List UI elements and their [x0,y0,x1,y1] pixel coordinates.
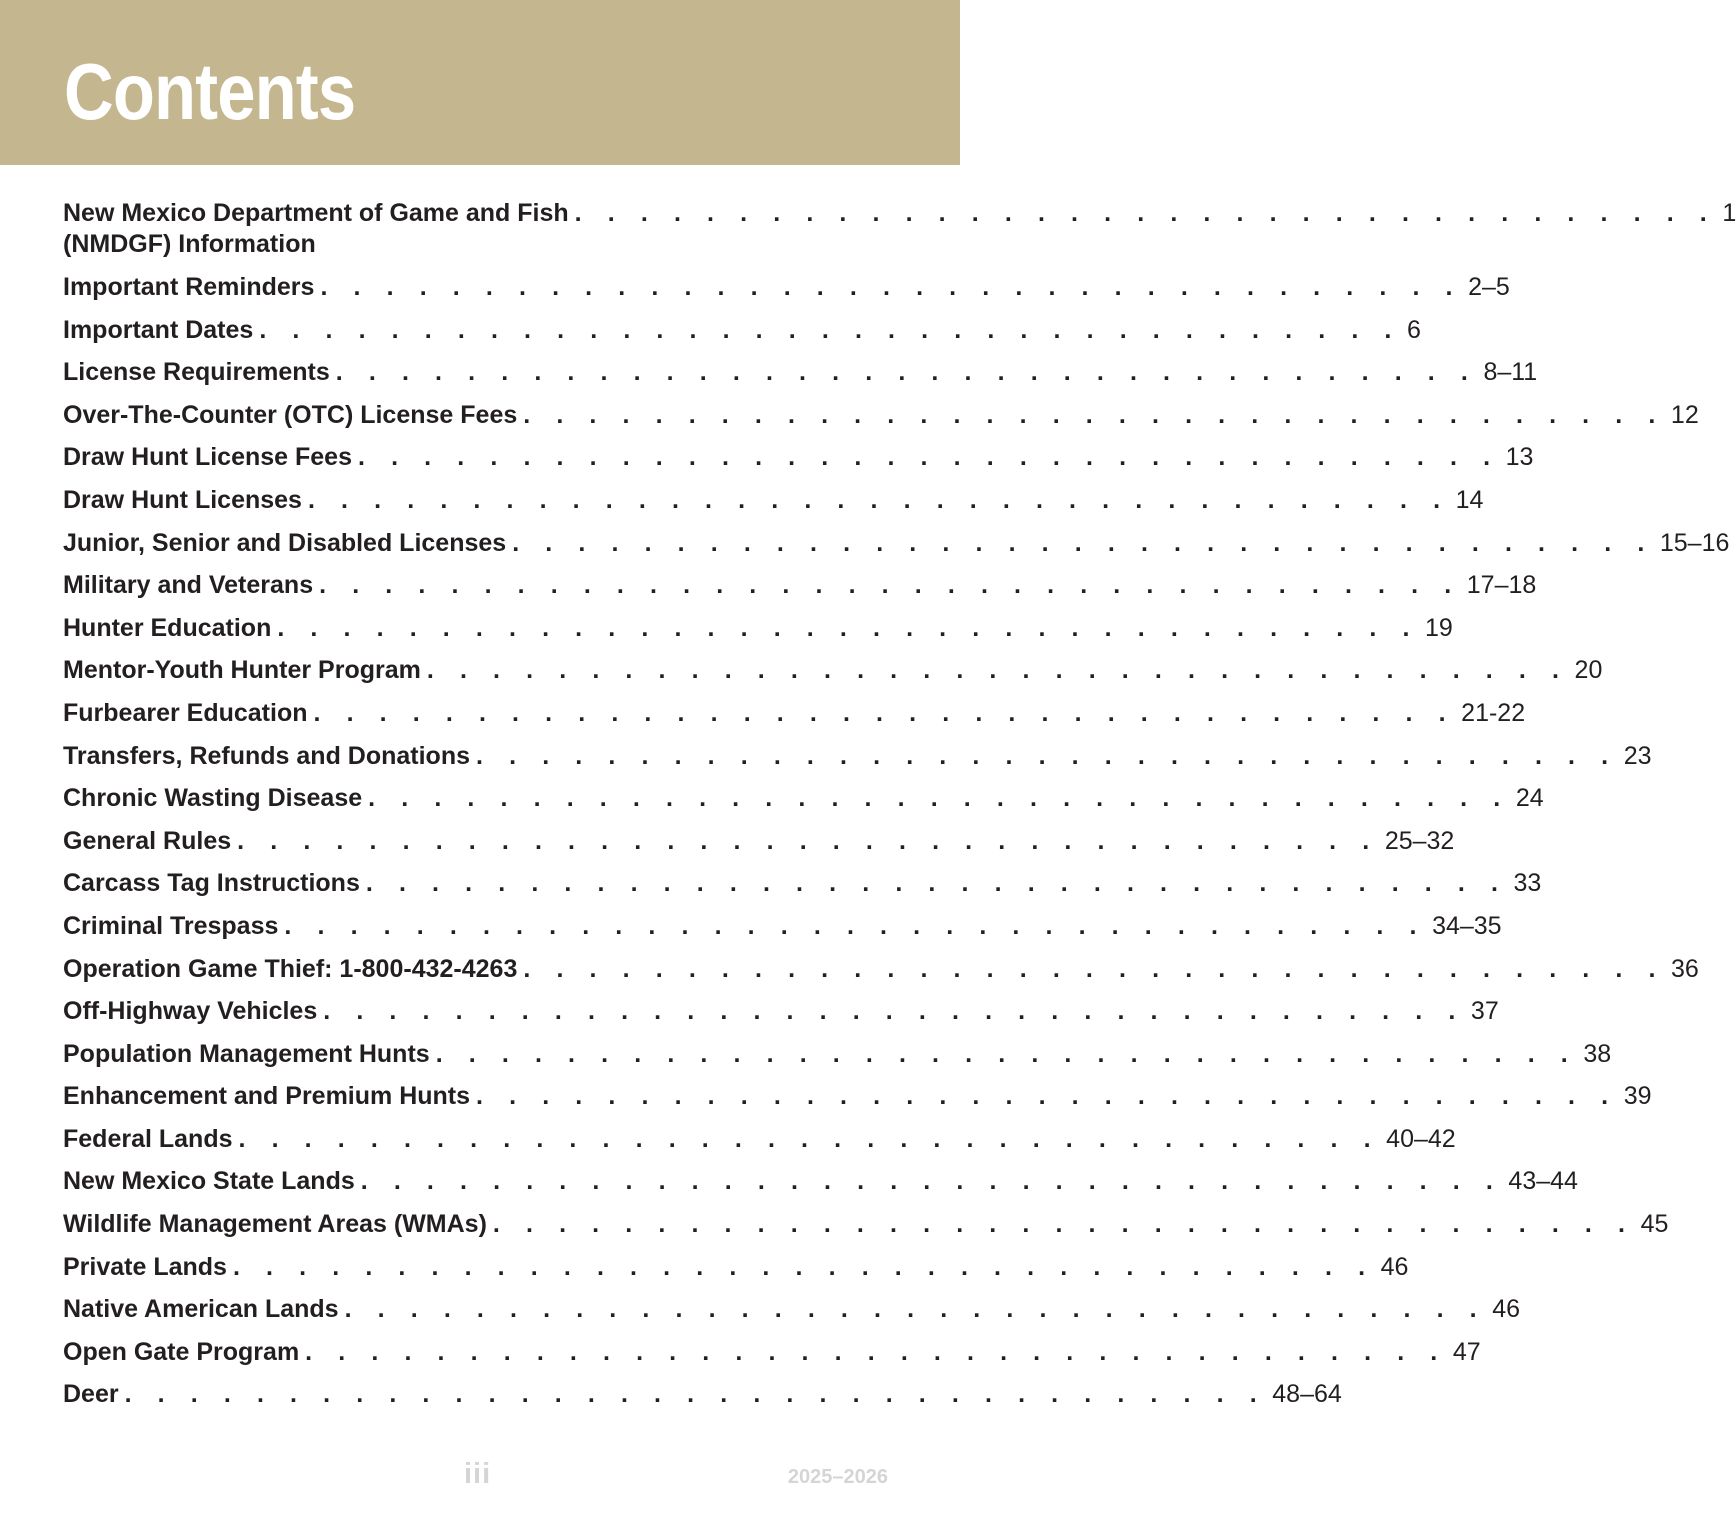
toc-entry-title: Chronic Wasting Disease [63,784,363,813]
toc-entry-page: 21-22 [1461,698,1526,727]
dot-leader: . . . . . . . . . . . . . . . . . . . . . . . . . . . . . . . . . . . [360,1167,1503,1196]
toc-entry[interactable] [63,741,1652,772]
toc-entry-page: 46 [1380,1252,1409,1281]
toc-entry-title: Population Management Hunts [63,1039,430,1068]
toc-entry-title: Off-Highway Vehicles [63,997,318,1026]
table-of-contents [63,198,1736,1422]
toc-entry-page: 8–11 [1483,358,1538,387]
toc-entry[interactable] [63,1081,1652,1112]
toc-entry-page: 14 [1455,485,1484,514]
page-folio: iii [464,1458,492,1490]
toc-entry-page: 39 [1623,1082,1652,1111]
toc-entry-page: 17–18 [1466,571,1537,600]
toc-entry-title: Military and Veterans [63,571,314,600]
toc-entry-title: Enhancement and Premium Hunts [63,1082,471,1111]
toc-entry[interactable] [63,1209,1669,1240]
toc-entry-title: Important Reminders [63,273,315,301]
toc-entry-page: 47 [1452,1337,1481,1366]
toc-entry[interactable] [63,1337,1481,1368]
toc-entry-title: License Requirements [63,358,330,387]
header-band [0,0,960,165]
toc-entry-title: Open Gate Program [63,1337,300,1366]
toc-entry-title: Wildlife Management Areas (WMAs) [63,1210,487,1239]
toc-entry-page: 45 [1640,1210,1669,1239]
dot-leader: . . . . . . . . . . . . . . . . . . . . . . . . . . . . . . . . . . . [344,1295,1487,1324]
page-title: Contents [64,47,356,136]
dot-leader: . . . . . . . . . . . . . . . . . . . . . . . . . . . . . . . . . . . [313,698,1456,727]
toc-entry-page: 48–64 [1272,1380,1342,1409]
dot-leader: . . . . . . . . . . . . . . . . . . . . . . . . . . . . . . . . . . . [357,443,1500,472]
toc-entry-title: Deer [63,1380,119,1409]
toc-entry[interactable] [63,655,1603,686]
toc-entry-title: New Mexico State Lands [63,1167,355,1196]
dot-leader: . . . . . . . . . . . . . . . . . . . . . . . . . . . . . . . . . . . [523,954,1666,983]
toc-entry-title: Federal Lands [63,1124,233,1153]
toc-entry-page: 43–44 [1508,1167,1578,1196]
toc-entry[interactable] [63,613,1453,644]
edition-years: 2025–2026 [787,1466,888,1488]
toc-entry[interactable] [63,826,1455,857]
toc-entry[interactable] [63,1252,1409,1283]
toc-entry-page: 20 [1574,656,1603,685]
dot-leader: . . . . . . . . . . . . . . . . . . . . . . . . . . . . . . . . . . . [368,784,1510,813]
toc-entry-page: 13 [1505,443,1534,472]
toc-entry-title: Transfers, Refunds and Donations [63,741,471,770]
toc-entry-page: 36 [1671,954,1699,983]
toc-entry[interactable] [63,1124,1456,1155]
toc-entry-title: Mentor-Youth Hunter Program [63,656,421,685]
toc-entry-page: 46 [1492,1295,1521,1324]
toc-entry-page: 24 [1515,784,1544,813]
dot-leader: . . . . . . . . . . . . . . . . . . . . . . . . . . . . . . . . . . . [320,273,1463,301]
toc-entry-title: Over-The-Counter (OTC) License Fees [63,400,518,429]
dot-leader: . . . . . . . . . . . . . . . . . . . . . . . . . . . . . . . . . . . [323,997,1465,1026]
toc-entry[interactable] [63,783,1544,814]
toc-entry-title: Junior, Senior and Disabled Licenses [63,528,507,557]
toc-entry-title: Draw Hunt License Fees [63,443,352,472]
toc-entry-page: 38 [1583,1039,1612,1068]
dot-leader: . . . . . . . . . . . . . . . . . . . . . . . . . . . . . . . . . . . [523,400,1665,429]
toc-entry-page: 19 [1425,613,1453,642]
toc-entry-page: 40–42 [1386,1124,1456,1153]
toc-entry-title: Criminal Trespass [63,911,279,940]
toc-entry-title: Native American Lands [63,1295,339,1324]
dot-leader: . . . . . . . . . . . . . . . . . . . . . . . . . . . . . . . . . . . [435,1039,1578,1068]
toc-entry-page: 25–32 [1384,826,1455,855]
toc-entry-title: General Rules [63,826,232,855]
dot-leader: . . . . . . . . . . . . . . . . . . . . . . . . . . . . . . . . . . . [512,528,1654,557]
dot-leader: . . . . . . . . . . . . . . . . . . . . . . . . . . . . . . . . . . . [307,485,1450,514]
toc-entry-page: 6 [1406,315,1421,344]
toc-entry[interactable] [63,1379,1342,1410]
dot-leader: . . . . . . . . . . . . . . . . . . . . . . . . . . . . . . . . . . . [492,1210,1635,1239]
dot-leader: . . . . . . . . . . . . . . . . . . . . . . . . . . . . . . . . . . . [365,869,1508,898]
dot-leader: . . . . . . . . . . . . . . . . . . . . . . . . . . . . . . . . . . . [259,315,1401,344]
dot-leader: . . . . . . . . . . . . . . . . . . . . . . . . . . . . . . . . . . . [335,358,1478,387]
toc-entry-page: 15–16 [1659,528,1730,557]
toc-entry[interactable] [63,198,1736,261]
toc-entry-page: 23 [1623,741,1652,770]
toc-entry-page: 34–35 [1432,911,1502,940]
toc-entry[interactable] [63,954,1699,985]
toc-entry-page: 12 [1670,400,1699,429]
toc-entry-page: 33 [1513,869,1542,898]
toc-entry[interactable] [63,1039,1612,1070]
toc-entry[interactable] [63,400,1699,431]
toc-entry[interactable] [63,570,1537,601]
dot-leader: . . . . . . . . . . . . . . . . . . . . . . . . . . . . . . . . . . . [426,656,1569,685]
toc-entry[interactable] [63,272,1510,303]
toc-entry-title: New Mexico Department of Game and Fish (NMDGF) Information [63,199,569,259]
dot-leader: . . . . . . . . . . . . . . . . . . . . . . . . . . . . . . . . . . . [305,1337,1447,1366]
dot-leader: . . . . . . . . . . . . . . . . . . . . . . . . . . . . . . . . . . . [277,613,1420,642]
toc-entry[interactable] [63,485,1484,516]
toc-entry[interactable] [63,996,1499,1027]
dot-leader: . . . . . . . . . . . . . . . . . . . . . . . . . . . . . . . . . . . [238,1124,1381,1153]
toc-entry-page: 1 [1722,199,1736,227]
dot-leader: . . . . . . . . . . . . . . . . . . . . . . . . . . . . . . . . . . . [476,1082,1618,1111]
toc-entry-title: Private Lands [63,1252,227,1281]
dot-leader: . . . . . . . . . . . . . . . . . . . . . . . . . . . . . . . . . . . [237,826,1379,855]
dot-leader: . . . . . . . . . . . . . . . . . . . . . . . . . . . . . . . . . . . [124,1380,1267,1409]
dot-leader: . . . . . . . . . . . . . . . . . . . . . . . . . . . . . . . . . . . [319,571,1461,600]
toc-entry[interactable] [63,1166,1578,1197]
toc-entry[interactable] [63,698,1526,729]
dot-leader: . . . . . . . . . . . . . . . . . . . . . . . . . . . . . . . . . . . [476,741,1618,770]
toc-entry[interactable] [63,911,1502,942]
toc-entry-title: Draw Hunt Licenses [63,485,302,514]
toc-entry-title: Furbearer Education [63,698,308,727]
dot-leader: . . . . . . . . . . . . . . . . . . . . . . . . . . . . . . . . . . . [232,1252,1375,1281]
toc-entry[interactable] [63,1294,1521,1325]
toc-entry-title: Carcass Tag Instructions [63,869,360,898]
toc-entry-title: Hunter Education [63,613,272,642]
toc-entry[interactable] [63,868,1542,899]
toc-entry[interactable] [63,315,1421,346]
toc-entry-page: 2–5 [1468,273,1510,301]
dot-leader: . . . . . . . . . . . . . . . . . . . . . . . . . . . . . . . . . . . [284,911,1427,940]
toc-entry-page: 37 [1470,997,1499,1026]
toc-entry[interactable] [63,528,1730,559]
toc-entry-title: Operation Game Thief: 1-800-432-4263 [63,954,518,983]
toc-entry[interactable] [63,442,1534,473]
dot-leader: . . . . . . . . . . . . . . . . . . . . . . . . . . . . . . . . . . . [574,199,1717,227]
toc-entry[interactable] [63,357,1538,388]
toc-entry-title: Important Dates [63,315,254,344]
